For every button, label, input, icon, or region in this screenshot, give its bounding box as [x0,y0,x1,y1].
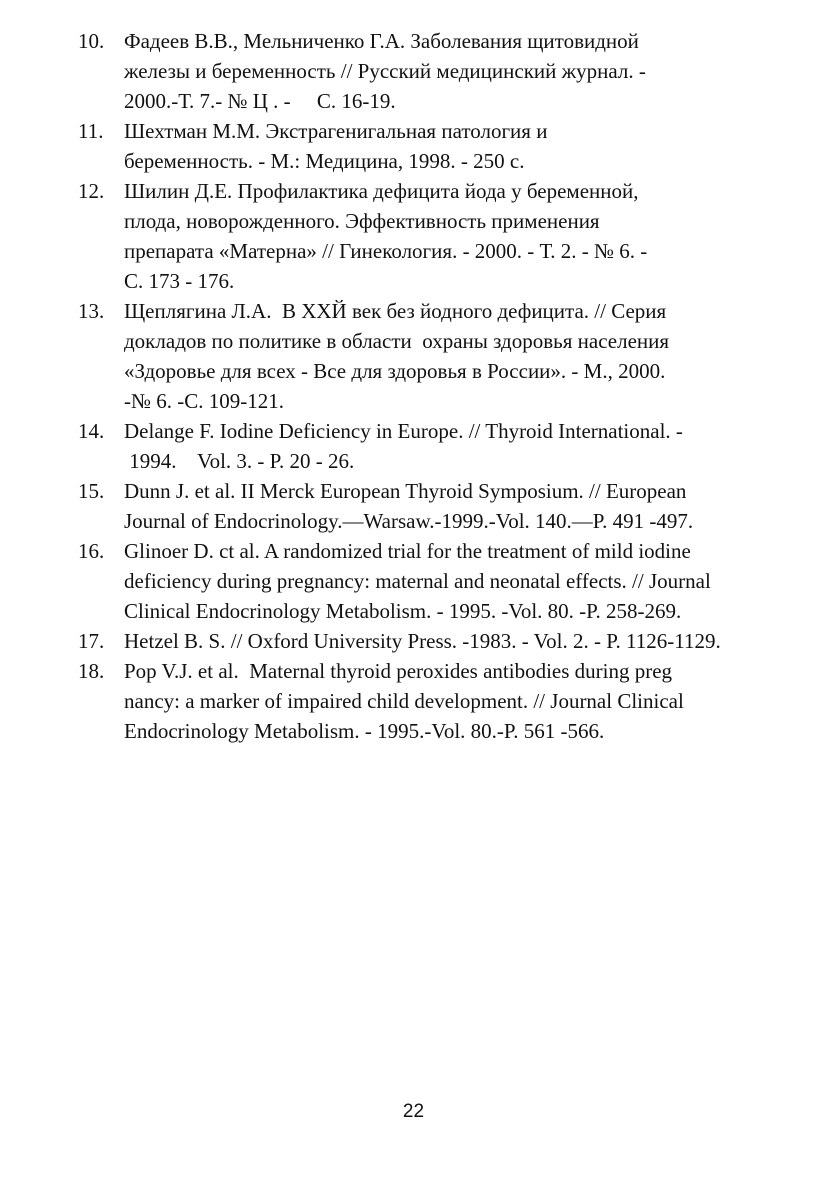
reference-number: 14. [78,419,105,443]
reference-number: 15. [78,479,105,503]
reference-line: железы и беременность // Русский медицинский журнал. - [124,59,646,83]
reference-number: 11. [78,119,104,143]
reference-line: Clinical Endocrinology Metabolism. - 1995. -Vol. 80. -P. 258-269. [124,599,682,623]
reference-text [124,476,758,536]
reference-text [124,116,758,176]
reference-text [124,656,758,746]
reference-text [124,416,758,476]
reference-number: 12. [78,179,105,203]
reference-line: Dunn J. et al. II Merck European Thyroid Symposium. // European [124,479,687,503]
reference-number: 17. [78,629,105,653]
reference-line: Hetzel B. S. // Oxford University Press. -1983. - Vol. 2. - P. 1126-1129. [124,629,721,653]
reference-item [78,26,758,116]
reference-text [124,626,758,656]
reference-item [78,176,758,296]
reference-list [78,26,758,746]
reference-number: 18. [78,659,105,683]
page-number: 22 [402,1101,425,1122]
reference-line: «Здоровье для всех - Все для здоровья в России». - М., 2000. [124,359,666,383]
reference-line: Щеплягина Л.А. В XXЙ век без йодного дефицита. // Серия [124,299,667,323]
reference-line: 1994. Vol. 3. - P. 20 - 26. [124,449,355,473]
reference-item [78,656,758,746]
reference-line: Delange F. Iodine Deficiency in Europe. // Thyroid International. - [124,419,683,443]
reference-line: Шилин Д.Е. Профилактика дефицита йода у беременной, [124,179,639,203]
reference-line: Шехтман М.М. Экстрагенигальная патология и [124,119,548,143]
reference-item [78,476,758,536]
reference-text [124,176,758,296]
reference-item [78,536,758,626]
reference-item [78,626,758,656]
reference-line: плода, новорожденного. Эффективность применения [124,209,600,233]
reference-line: Фадеев В.В., Мельниченко Г.А. Заболевания щитовидной [124,29,639,53]
reference-line: Endocrinology Metabolism. - 1995.-Vol. 80.-P. 561 -566. [124,719,605,743]
reference-text [124,26,758,116]
reference-line: докладов по политике в области охраны здоровья населения [124,329,670,353]
reference-number: 10. [78,29,105,53]
reference-text [124,536,758,626]
reference-line: препарата «Матерна» // Гинекология. - 2000. - Т. 2. - № 6. - [124,239,648,263]
reference-item [78,116,758,176]
reference-line: nancy: a marker of impaired child development. // Journal Clinical [124,689,684,713]
reference-line: беременность. - М.: Медицина, 1998. - 250 с. [124,149,525,173]
reference-line: Journal of Endocrinology.—Warsaw.-1999.-Vol. 140.—P. 491 -497. [124,509,694,533]
reference-item [78,296,758,416]
reference-line: 2000.-Т. 7.- № Ц . - С. 16-19. [124,89,396,113]
reference-line: deficiency during pregnancy: maternal and neonatal effects. // Journal [124,569,711,593]
reference-line: -№ 6. -С. 109-121. [124,389,285,413]
reference-line: Pop V.J. et al. Maternal thyroid peroxides antibodies during preg [124,659,673,683]
reference-line: С. 173 - 176. [124,269,235,293]
reference-number: 13. [78,299,105,323]
reference-text [124,296,758,416]
reference-number: 16. [78,539,105,563]
reference-item [78,416,758,476]
reference-line: Glinoer D. ct al. A randomized trial for the treatment of mild iodine [124,539,691,563]
